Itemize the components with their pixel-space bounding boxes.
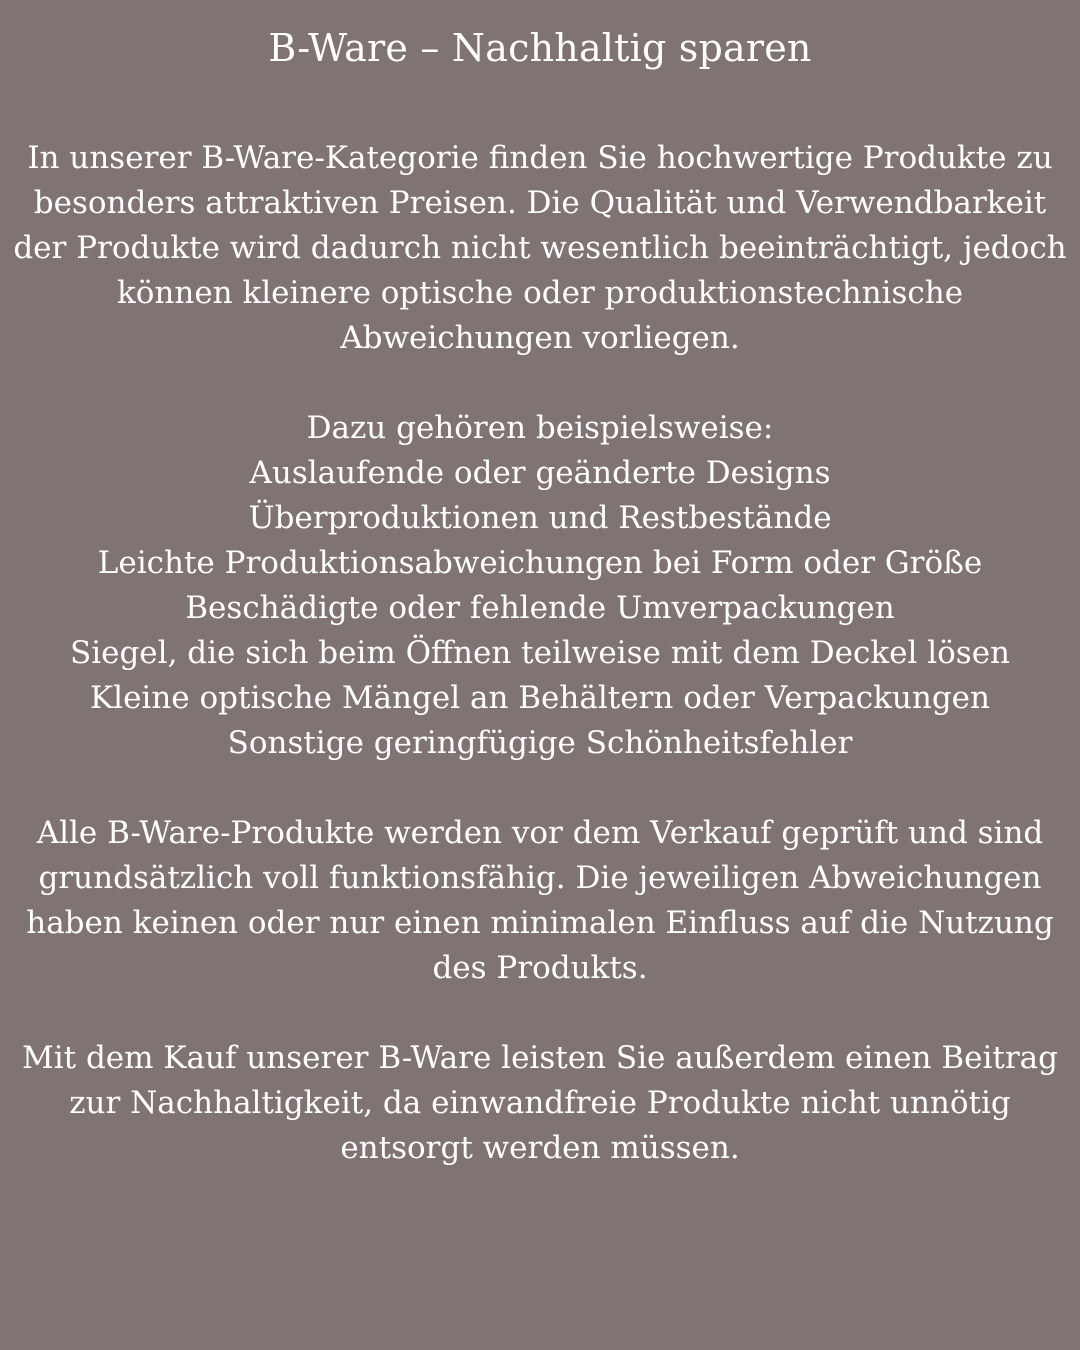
quality-note-paragraph: Alle B-Ware-Produkte werden vor dem Verkauf geprüft und sind grundsätzlich voll funktionsfähig. Die jeweiligen Abweichungen haben keinen oder nur einen minimalen Einfluss auf die Nutzung des Produkts. bbox=[26, 815, 1054, 986]
list-heading: Dazu gehören beispielsweise: bbox=[306, 410, 774, 446]
list-item: Siegel, die sich beim Öffnen teilweise mit dem Deckel lösen bbox=[69, 635, 1011, 671]
list-item: Beschädigte oder fehlende Umverpackungen bbox=[185, 590, 895, 626]
list-item: Auslaufende oder geänderte Designs bbox=[249, 455, 831, 491]
list-item: Überproduktionen und Restbestände bbox=[248, 500, 832, 536]
page-title: B-Ware – Nachhaltig sparen bbox=[268, 26, 812, 70]
list-item: Leichte Produktionsabweichungen bei Form oder Größe bbox=[97, 545, 983, 581]
examples-list bbox=[8, 451, 1072, 766]
intro-paragraph: In unserer B-Ware-Kategorie finden Sie hochwertige Produkte zu besonders attraktiven Preisen. Die Qualität und Verwendbarkeit der Produkte wird dadurch nicht wesentlich beeinträchtigt, jedoch können kleinere optische oder produktionstechnische Abweichungen vorliegen. bbox=[13, 140, 1067, 356]
list-item: Kleine optische Mängel an Behältern oder Verpackungen bbox=[90, 680, 990, 716]
list-item: Sonstige geringfügige Schönheitsfehler bbox=[227, 725, 853, 761]
sustainability-note-paragraph: Mit dem Kauf unserer B-Ware leisten Sie außerdem einen Beitrag zur Nachhaltigkeit, da einwandfreie Produkte nicht unnötig entsorgt werden müssen. bbox=[21, 1040, 1059, 1166]
